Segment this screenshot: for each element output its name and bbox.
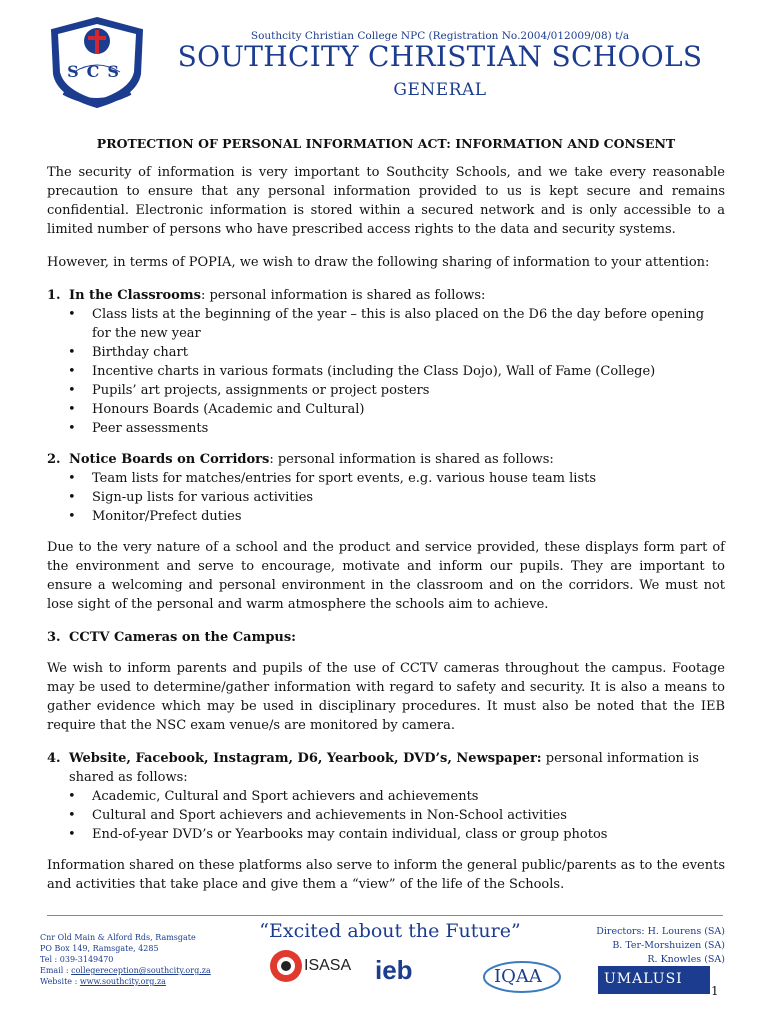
section-number: 3.: [47, 630, 61, 645]
section-4-heading: [47, 749, 725, 787]
letterhead: [0, 0, 770, 110]
website-label: Website :: [40, 977, 80, 986]
isasa-text: ISASA: [304, 957, 352, 974]
registration-line: Southcity Christian College NPC (Registration No.2004/012009/08) t/a: [250, 30, 630, 42]
po-box-line: PO Box 149, Ramsgate, 4285: [40, 944, 159, 953]
page-number: 1: [711, 984, 719, 998]
umalusi-logo: [598, 966, 710, 994]
list-item: • Class lists at the beginning of the year – this is also placed on the D6 the day before opening for the new year: [92, 305, 725, 343]
list-item: • Peer assessments: [92, 419, 725, 438]
ieb-logo: [375, 955, 435, 991]
list-item: • Academic, Cultural and Sport achievers and achievements: [92, 787, 725, 806]
school-motto: “Excited about the Future”: [259, 920, 521, 942]
list-item: • Honours Boards (Academic and Cultural): [92, 400, 725, 419]
directors-list: [560, 925, 725, 967]
address-line: Cnr Old Main & Alford Rds, Ramsgate: [40, 933, 196, 942]
intro-paragraph: The security of information is very important to Southcity Schools, and we take every reasonable precaution to ensure that any personal information provided to us is kept secure and remains confidential. Electronic information is stored within a secured network and is only accessible to a limited number of persons who have prescribed access rights to the data and security systems.: [47, 165, 725, 237]
section-2-list: [47, 469, 725, 526]
website-link[interactable]: www.southcity.org.za: [79, 977, 166, 986]
section-title: Website, Facebook, Instagram, D6, Yearbook, DVD’s, Newspaper:: [69, 751, 542, 766]
section-lead: : personal information is shared as follows:: [269, 452, 554, 467]
ieb-text: ieb: [375, 955, 413, 985]
document-title: PROTECTION OF PERSONAL INFORMATION ACT: INFORMATION AND CONSENT: [96, 136, 676, 151]
iqaa-logo: [482, 960, 562, 996]
list-item: • Cultural and Sport achievers and achievements in Non-School activities: [92, 806, 725, 825]
section-lead: personal information is shared as follows:: [69, 751, 699, 785]
list-item: • Birthday chart: [92, 343, 725, 362]
section-number: 4.: [47, 751, 61, 766]
cctv-paragraph: We wish to inform parents and pupils of the use of CCTV cameras throughout the campus. Footage may be used to determine/gather information with regard to safety and security. It is also a means to gather evidence which may be used in disciplinary procedures. It must also be noted that the IEB require that the NSC exam venue/s are monitored by camera.: [47, 661, 725, 733]
section-number: 2.: [47, 452, 61, 467]
displays-paragraph: Due to the very nature of a school and the product and service provided, these displays form part of the environment and serve to encourage, motivate and inform our pupils. They are important to ensure a welcoming and personal environment in the classroom and on the corridors. We must not lose sight of the personal and warm atmosphere the schools aim to achieve.: [47, 540, 725, 612]
footer-divider: [47, 915, 723, 916]
section-4-list: [47, 787, 725, 844]
list-item: • Team lists for matches/entries for sport events, e.g. various house team lists: [92, 469, 725, 488]
list-item: • Incentive charts in various formats (including the Class Dojo), Wall of Fame (College): [92, 362, 725, 381]
section-title: In the Classrooms: [69, 288, 201, 303]
umalusi-text: UMALUSI: [604, 971, 683, 987]
document-body: [47, 134, 725, 908]
platforms-paragraph: Information shared on these platforms also serve to inform the general public/parents as to the events and activities that take place and give them a “view” of the life of the Schools.: [47, 858, 725, 892]
isasa-emblem-icon: [268, 948, 304, 984]
section-1-list: [47, 305, 725, 438]
section-lead: : personal information is shared as follows:: [200, 288, 486, 303]
popia-paragraph: However, in terms of POPIA, we wish to draw the following sharing of information to your attention:: [47, 255, 710, 270]
director-line: R. Knowles (SA): [647, 954, 725, 965]
section-3-heading: [47, 628, 725, 647]
isasa-logo: [268, 948, 352, 984]
section-title: Notice Boards on Corridors: [69, 452, 270, 467]
section-title: CCTV Cameras on the Campus:: [69, 630, 296, 645]
director-line: B. Ter-Morshuizen (SA): [612, 940, 725, 951]
crest-letters: SCS: [67, 62, 127, 81]
list-item: • End-of-year DVD’s or Yearbooks may contain individual, class or group photos: [92, 825, 725, 844]
email-label: Email :: [40, 966, 72, 975]
footer-address: [40, 932, 211, 987]
section-number: 1.: [47, 288, 61, 303]
department-title: GENERAL: [393, 80, 487, 100]
list-item: • Pupils’ art projects, assignments or project posters: [92, 381, 725, 400]
director-line: Directors: H. Lourens (SA): [596, 926, 725, 937]
section-2-heading: [47, 450, 725, 469]
school-name: SOUTHCITY CHRISTIAN SCHOOLS: [177, 40, 703, 73]
section-1-heading: [47, 286, 725, 305]
list-item: • Monitor/Prefect duties: [92, 507, 725, 526]
telephone: Tel : 039-3149470: [40, 955, 114, 964]
email-link[interactable]: collegereception@southcity.org.za: [71, 966, 211, 975]
list-item: • Sign-up lists for various activities: [92, 488, 725, 507]
iqaa-text: IQAA: [494, 966, 542, 987]
